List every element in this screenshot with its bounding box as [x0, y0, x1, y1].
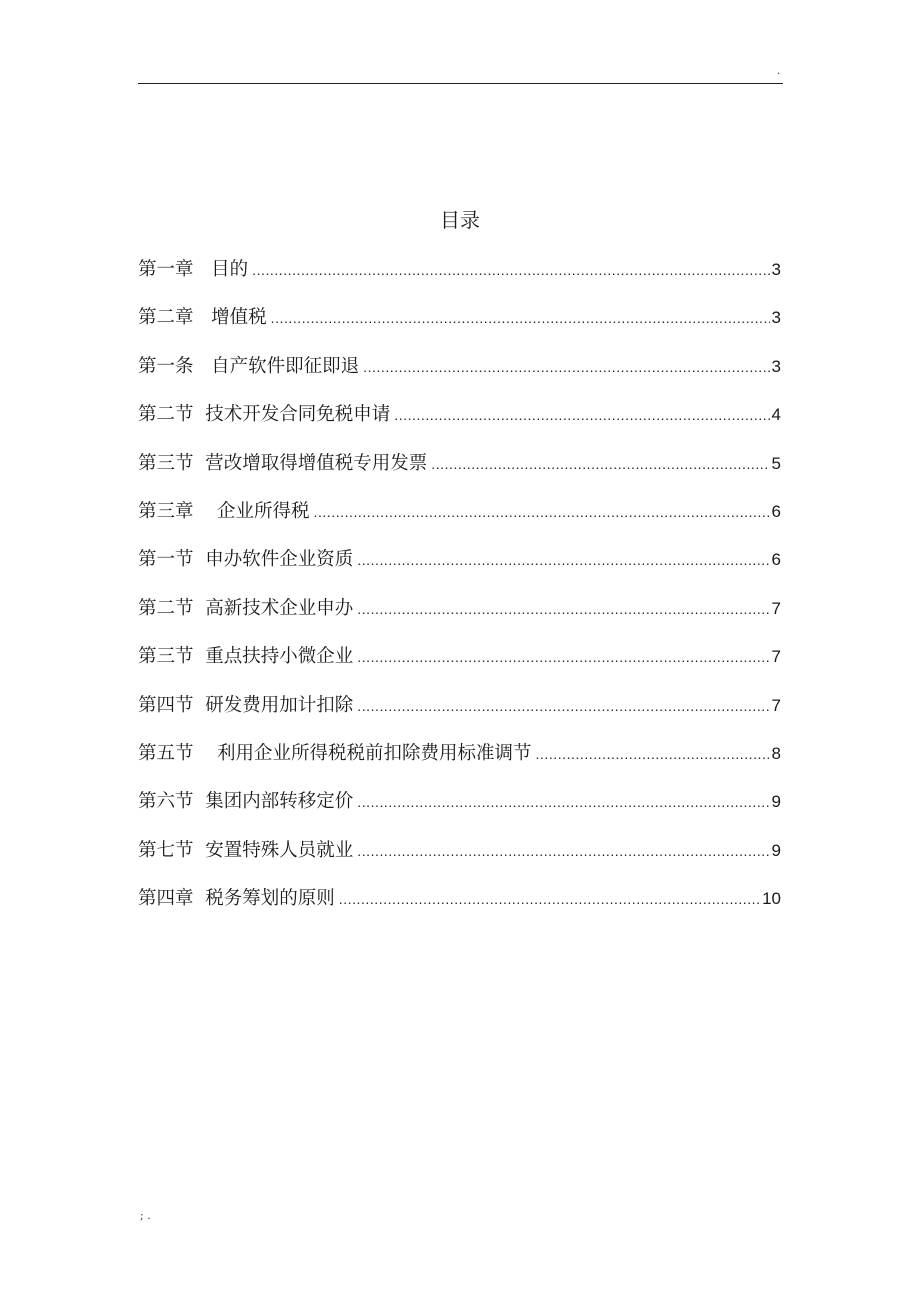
toc-dot-leader	[431, 447, 769, 481]
toc-dot-leader	[357, 592, 769, 626]
toc-entry[interactable]	[138, 689, 781, 737]
toc-entry-title[interactable]: 第五节 利用企业所得税税前扣除费用标准调节	[138, 742, 532, 764]
toc-dot-leader	[252, 253, 769, 287]
toc-entry[interactable]	[138, 737, 781, 785]
toc-page-number[interactable]: 3	[771, 308, 781, 328]
toc-dot-leader	[339, 882, 760, 916]
toc-entry[interactable]	[138, 253, 781, 301]
toc-page-number[interactable]: 8	[771, 743, 781, 763]
toc-entry[interactable]	[138, 543, 781, 591]
toc-entry-title[interactable]: 第四节 研发费用加计扣除	[138, 694, 354, 716]
toc-entry[interactable]	[138, 592, 781, 640]
toc-page-number[interactable]: 6	[771, 550, 781, 570]
toc-entry-title[interactable]: 第三节 营改增取得增值税专用发票	[138, 452, 428, 474]
toc-entry-title[interactable]: 第四章 税务筹划的原则	[138, 888, 335, 910]
footer-mark: ; .	[140, 1209, 151, 1222]
toc-entry[interactable]	[138, 301, 781, 349]
toc-entry-title[interactable]: 第一章 目的	[138, 259, 249, 280]
toc-title: 目录	[440, 208, 480, 232]
toc-entry-title[interactable]: 第一条 自产软件即征即退	[138, 355, 360, 377]
toc-page-number[interactable]: 9	[771, 792, 781, 812]
toc-entry[interactable]	[138, 882, 781, 930]
toc-entry[interactable]	[138, 398, 781, 446]
toc-page-number[interactable]: 6	[771, 501, 781, 521]
toc-page-number[interactable]: 10	[762, 889, 781, 909]
toc-dot-leader	[357, 543, 769, 577]
toc-entry[interactable]	[138, 447, 781, 495]
toc-entry-title[interactable]: 第二节 技术开发合同免税申请	[138, 404, 391, 426]
toc-entry-title[interactable]: 第一节 申办软件企业资质	[138, 549, 354, 571]
toc-entry[interactable]	[138, 350, 781, 398]
toc-page-number[interactable]: 3	[771, 260, 781, 279]
toc-entry[interactable]	[138, 495, 781, 543]
header-rule	[138, 83, 783, 84]
table-of-contents	[138, 253, 781, 930]
toc-dot-leader	[357, 785, 769, 819]
toc-dot-leader	[357, 689, 769, 723]
toc-page-number[interactable]: 7	[771, 598, 781, 618]
toc-page-number[interactable]: 3	[771, 356, 781, 376]
toc-entry-title[interactable]: 第三章 企业所得税	[138, 500, 310, 522]
toc-page-number[interactable]: 9	[771, 840, 781, 860]
toc-dot-leader	[363, 350, 769, 384]
toc-page-number[interactable]: 7	[771, 647, 781, 667]
toc-entry[interactable]	[138, 785, 781, 833]
toc-dot-leader	[357, 834, 769, 868]
toc-entry-title[interactable]: 第二节 高新技术企业申办	[138, 597, 354, 619]
toc-dot-leader	[357, 640, 769, 674]
toc-dot-leader	[271, 301, 770, 335]
toc-entry-title[interactable]: 第七节 安置特殊人员就业	[138, 839, 354, 861]
toc-dot-leader	[536, 737, 770, 771]
toc-entry-title[interactable]: 第二章 增值税	[138, 307, 267, 329]
toc-page-number[interactable]: 4	[771, 405, 781, 425]
toc-entry[interactable]	[138, 834, 781, 882]
toc-dot-leader	[394, 398, 769, 432]
toc-entry-title[interactable]: 第三节 重点扶持小微企业	[138, 646, 354, 668]
toc-page-number[interactable]: 7	[771, 695, 781, 715]
toc-dot-leader	[314, 495, 770, 529]
toc-page-number[interactable]: 5	[771, 453, 781, 473]
toc-entry-title[interactable]: 第六节 集团内部转移定价	[138, 791, 354, 813]
toc-entry[interactable]	[138, 640, 781, 688]
header-mark: .	[777, 66, 781, 77]
